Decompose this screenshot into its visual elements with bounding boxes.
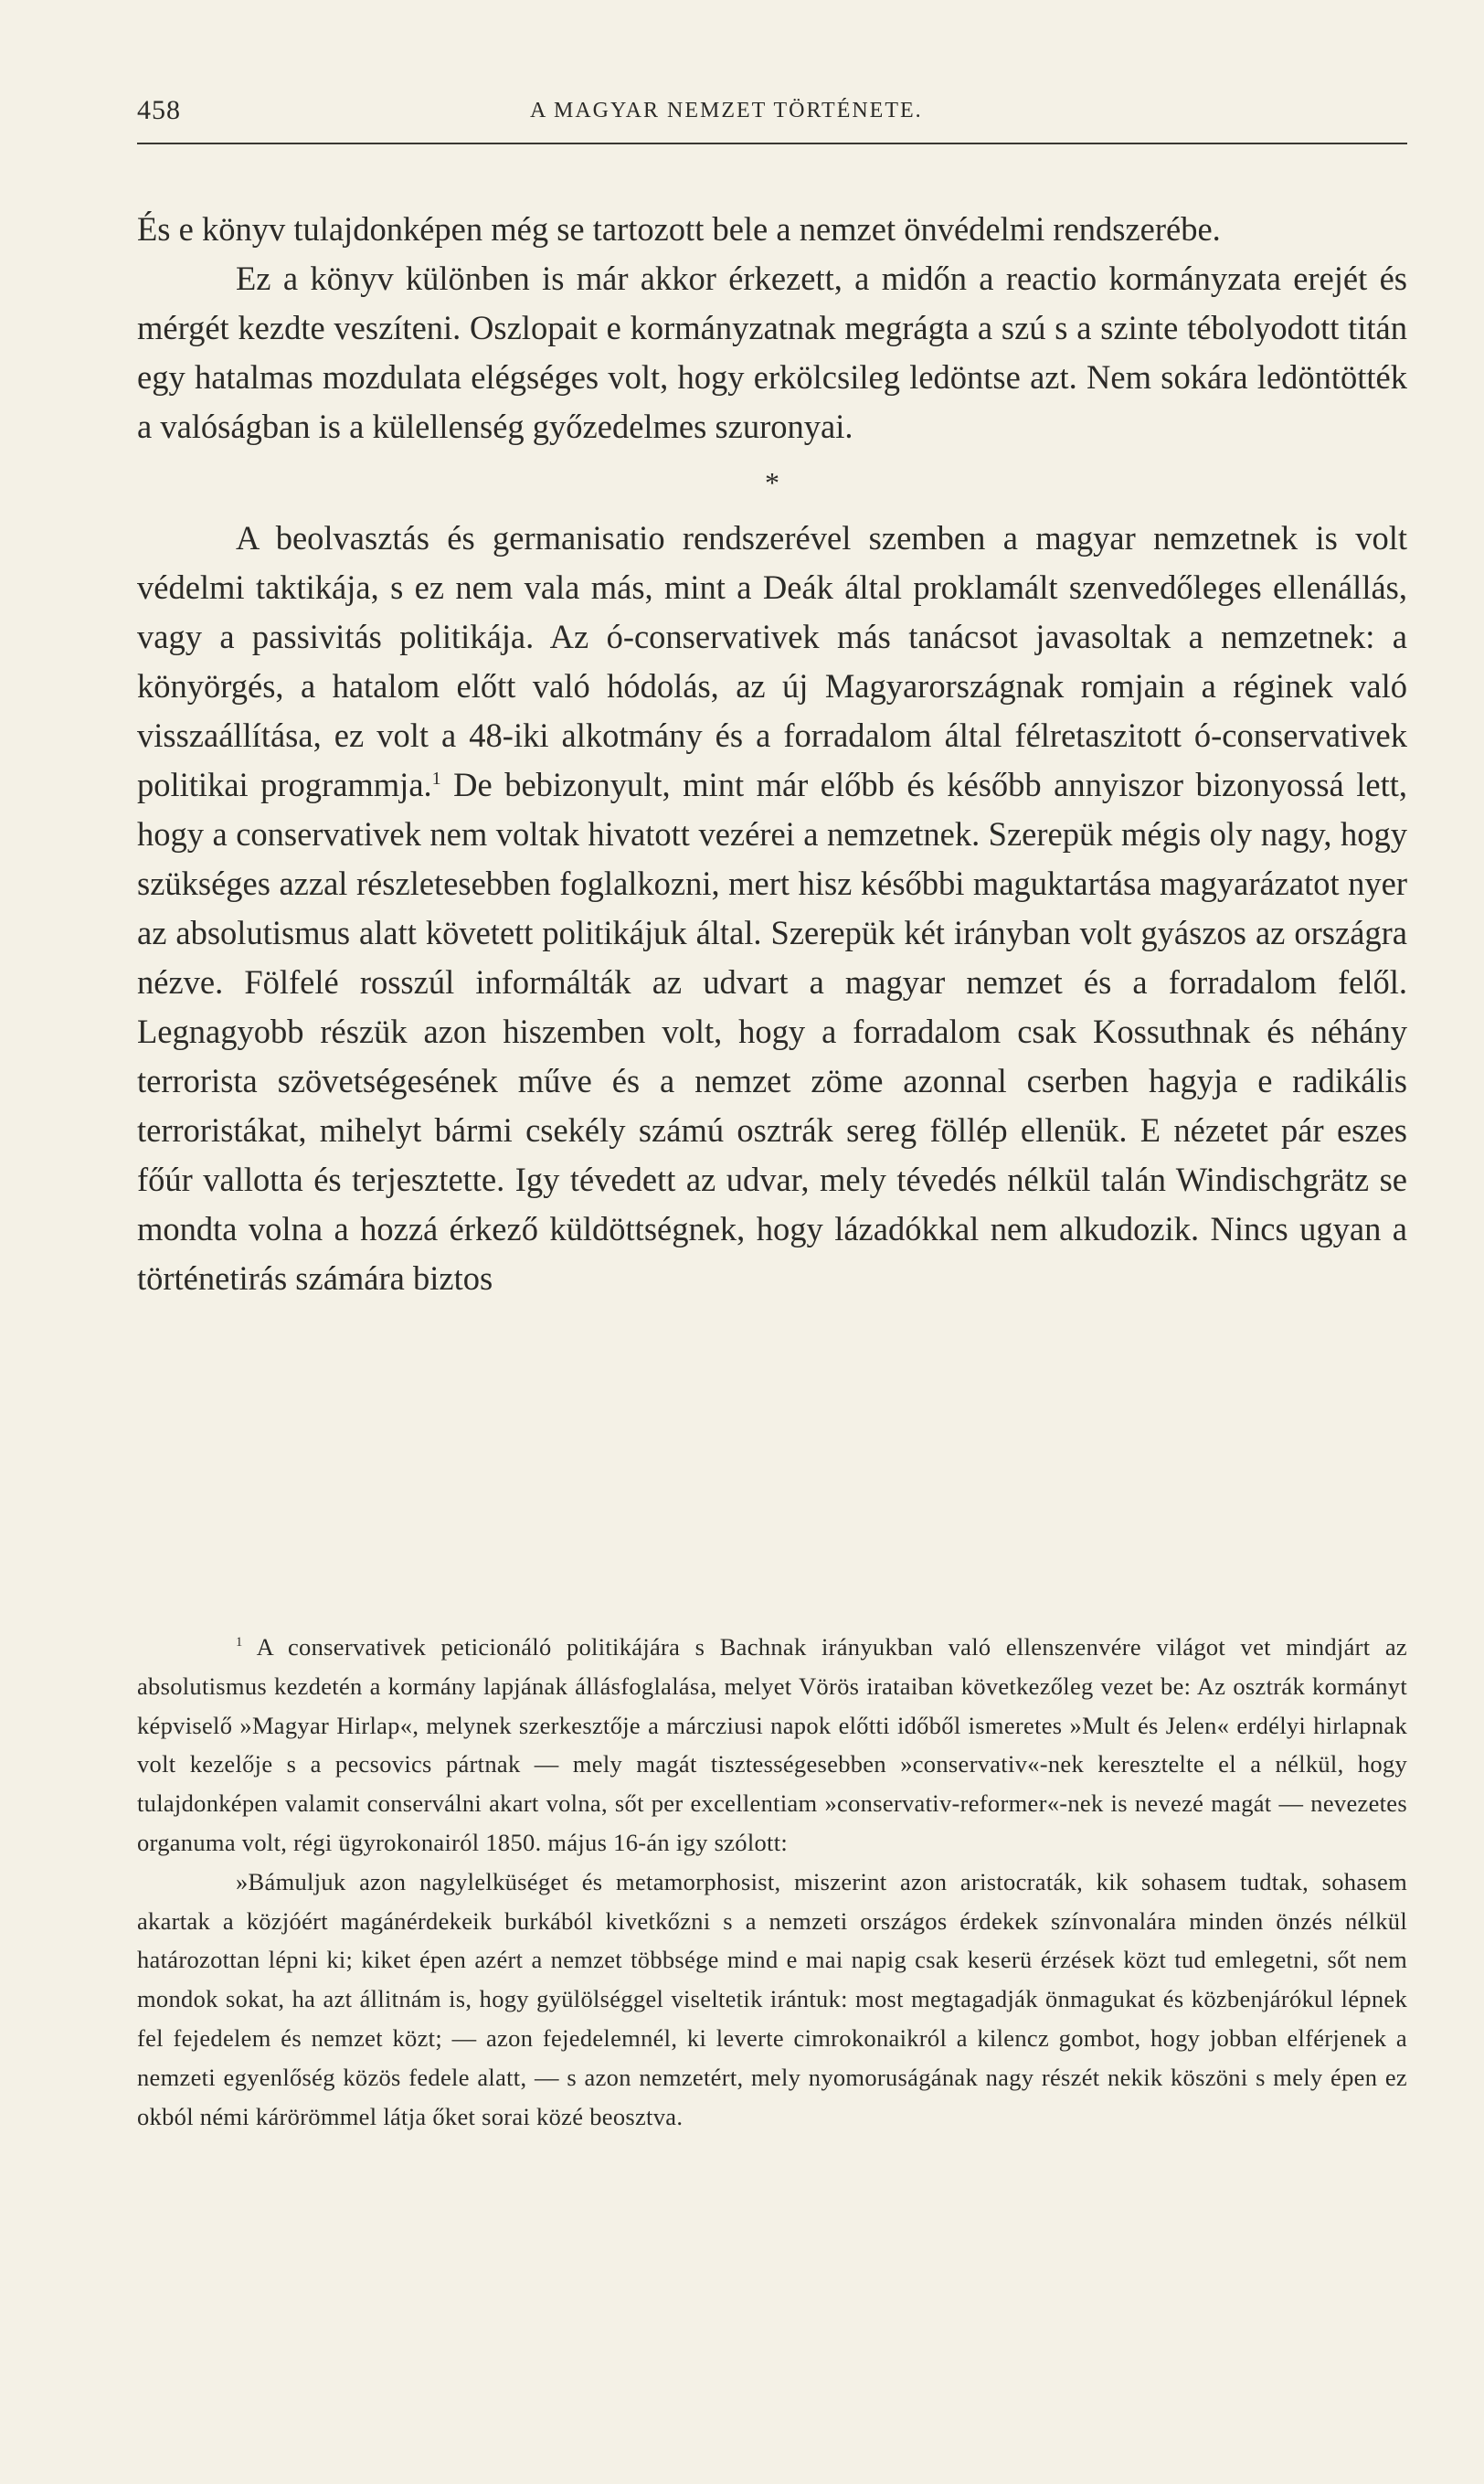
paragraph-3-part-b: De bebizonyult, mint már előbb és később annyiszor bizonyossá lett, hogy a conservativek nem voltak hivatott vezérei a nemzetnek. Szerepük mégis oly nagy, hogy szükséges azzal részletesebben foglalkozni, mert hisz későbbi maguktartása magyarázatot nyer az absolutismus alatt követett politikájuk által. Szerepük két irányban volt gyászos az országra nézve. Fölfelé rosszúl informálták az udvart a magyar nemzet és a forradalom felől. Legnagyobb részük azon hiszemben volt, hogy a forradalom csak Kossuthnak és néhány terrorista szövetségesének műve és a nemzet zöme azonnal cserben hagyja e radikális terroristákat, mihelyt bármi csekély számú osztrák sereg föllép ellenük. E nézetet pár eszes főúr vallotta és terjesztette. Igy tévedett az udvar, mely tévedés nélkül talán Windischgrätz se mondta volna a hozzá érkező küldöttségnek, hogy lázadókkal nem alkudozik. Nincs ugyan a történetirás számára biztos <box>137 766 1407 1297</box>
section-separator: * <box>765 466 779 499</box>
footnote-1-text: A conservativek peticionáló politikájára s Bachnak irányukban való ellenszenvére világot vet mindjárt az absolutismus kezdetén a kormány lapjának állásfoglalása, melyet Vörös irataiban következőleg vezet be: Az osztrák kormányt képviselő »Magyar Hirlap«, melynek szerkesztője a márcziusi napok előtti időből ismeretes »Mult és Jelen« erdélyi hirlapnak volt kezelője s a pecsovics pártnak — mely magát tisztességesebben »conservativ«-nek keresztelte el a nélkül, hogy tulajdonképen valamit conserválni akart volna, sőt per excellentiam »conservativ-reformer«-nek is nevezé magát — nevezetes organuma volt, régi ügyrokonairól 1850. május 16-án igy szólott: <box>137 1633 1407 1856</box>
footnote-marker: 1 <box>236 1635 243 1651</box>
paragraph-3 <box>137 514 1407 1303</box>
main-text <box>137 205 1407 1303</box>
running-head: A MAGYAR NEMZET TÖRTÉNETE. <box>530 99 923 122</box>
footnote-quote: »Bámuljuk azon nagylelküséget és metamorphosist, miszerint azon aristocraták, kik sohasem tudtak, sohasem akartak a közjóért magánérdekeik burkából kivetkőzni s a nemzeti országos érdekek színvonalára minden önzés nélkül határozottan lépni ki; kiket épen azért a nemzet többsége mind e mai napig csak keserü érzések közt tud emlegetni, sőt nem mondok sokat, ha azt állitnám is, hogy gyülölséggel viseltetik irántuk: most megtagadják önmagukat és közbenjárókul lépnek fel fejedelem és nemzet közt; — azon fejedelemnél, ki leverte cimrokonaikról a kilencz gombot, hogy jobban elférjenek a nemzeti egyenlőség közös fedele alatt, — s azon nemzetért, mely nyomoruságának nagy részét nekik köszöni s mely épen ez okból némi kárörömmel látja őket sorai közé beosztva. <box>137 1867 1407 2130</box>
footnotes <box>137 1628 1407 2136</box>
footnote-1 <box>137 1628 1407 1863</box>
header-rule <box>137 143 1407 144</box>
paragraph-2: Ez a könyv különben is már akkor érkezett, a midőn a reactio kormányzata erejét és mérgét kezdte veszíteni. Oszlopait e kormányzatnak megrágta a szú s a szinte tébolyodott titán egy hatalmas mozdulata elégséges volt, hogy erkölcsileg ledöntse azt. Nem sokára ledöntötték a valóságban is a külellenség győzedelmes szuronyai. <box>137 260 1407 445</box>
footnote-reference: 1 <box>431 768 441 789</box>
page-header <box>137 95 1407 132</box>
paragraph-1: És e könyv tulajdonképen még se tartozott bele a nemzet önvédelmi rendszerébe. <box>137 210 1221 248</box>
paragraph-3-part-a: A beolvasztás és germanisatio rendszerével szemben a magyar nemzetnek is volt védelmi taktikája, s ez nem vala más, mint a Deák által proklamált szenvedőleges ellenállás, vagy a passivitás politikája. Az ó-conservativek más tanácsot javasoltak a nemzetnek: a könyörgés, a hatalom előtt való hódolás, az új Magyarországnak romjain a réginek való visszaállítása, ez volt a 48-iki alkotmány és a forradalom által félretaszitott ó-conservativek politikai programmja. <box>137 519 1407 803</box>
page-number: 458 <box>137 95 181 125</box>
